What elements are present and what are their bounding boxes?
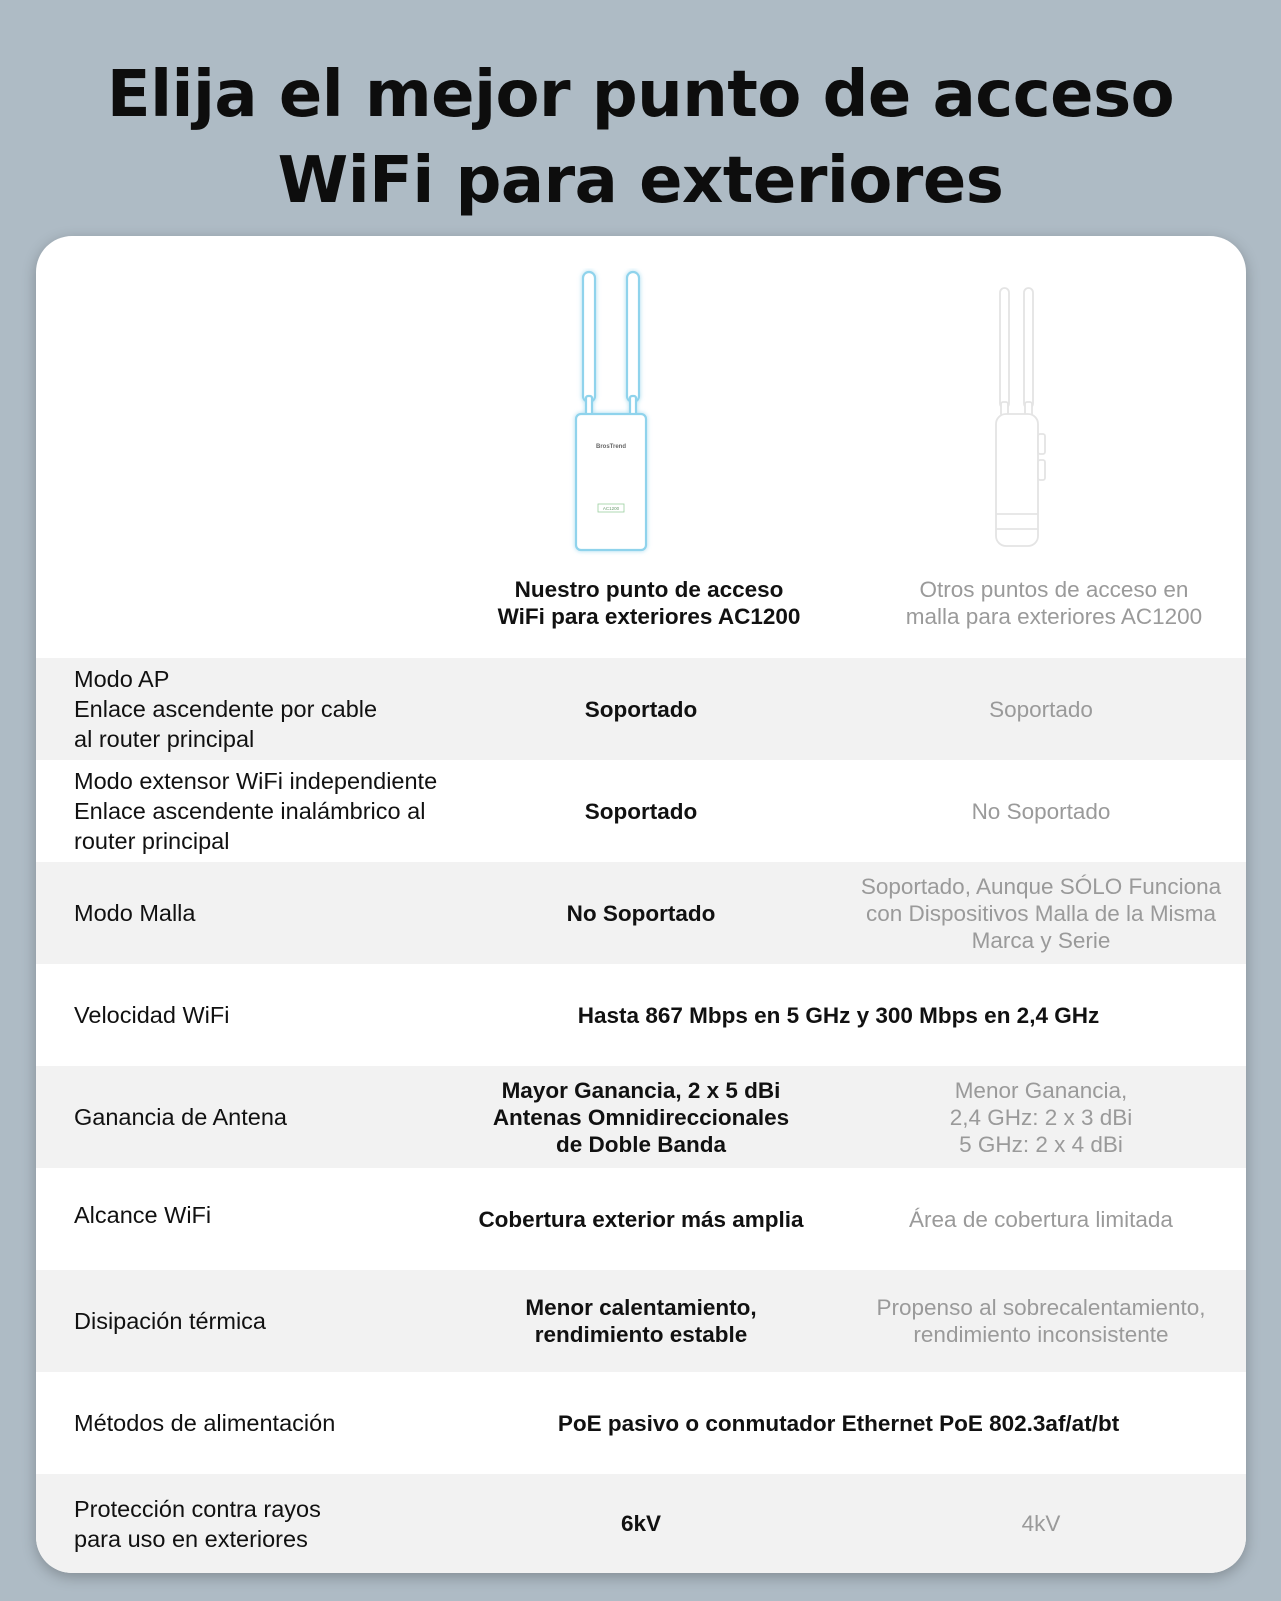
table-row-antenna-gain	[36, 1066, 1246, 1168]
row-label: Modo Malla	[74, 900, 196, 926]
table-row-ap-mode	[36, 658, 1246, 760]
row-label: Ganancia de Antena	[74, 1104, 287, 1130]
other-value: Menor Ganancia, 2,4 GHz: 2 x 3 dBi 5 GHz: 2 x 4 dBi	[949, 1077, 1133, 1157]
other-value: Soportado	[989, 696, 1093, 722]
our-value: 6kV	[620, 1511, 662, 1536]
page-title-line-2: WiFi para exteriores	[277, 144, 1004, 218]
shared-value: PoE pasivo o conmutador Ethernet PoE 802.3af/at/bt	[557, 1410, 1120, 1436]
row-label: Protección contra rayos para uso en exteriores	[74, 1495, 321, 1552]
our-product-name: Nuestro punto de acceso WiFi para exteriores AC1200	[497, 577, 801, 629]
our-value: Mayor Ganancia, 2 x 5 dBi Antenas Omnidireccionales de Doble Banda	[492, 1077, 790, 1157]
svg-text:BrosTrend: BrosTrend	[595, 444, 627, 450]
row-label: Disipación térmica	[74, 1308, 266, 1334]
other-value: Soportado, Aunque SÓLO Funciona con Dispositivos Malla de la Misma Marca y Serie	[860, 873, 1222, 953]
our-value: Soportado	[584, 696, 698, 722]
page-title	[0, 52, 1281, 224]
outdoor-access-point-icon	[566, 268, 656, 558]
page-title-line-1: Elija el mejor punto de acceso	[106, 58, 1175, 132]
table-row-mesh-mode	[36, 862, 1246, 964]
table-row-lightning	[36, 1474, 1246, 1573]
other-value: Área de cobertura limitada	[909, 1206, 1173, 1232]
our-value: Soportado	[584, 798, 698, 824]
other-value: Propenso al sobrecalentamiento, rendimiento inconsistente	[876, 1295, 1206, 1347]
shared-value: Hasta 867 Mbps en 5 GHz y 300 Mbps en 2,4 GHz	[577, 1002, 1100, 1028]
our-value: Menor calentamiento, rendimiento estable	[525, 1295, 757, 1347]
other-value: 4kV	[1021, 1511, 1061, 1536]
row-label: Modo AP Enlace ascendente por cable al router principal	[74, 666, 378, 752]
comparison-header	[36, 236, 1246, 658]
row-label: Métodos de alimentación	[74, 1410, 336, 1436]
other-value: No Soportado	[971, 798, 1111, 824]
comparison-card	[36, 236, 1246, 1573]
table-row-extender-mode	[36, 760, 1246, 862]
outdoor-access-point-icon	[986, 284, 1056, 552]
brand-label	[596, 444, 626, 450]
row-label: Velocidad WiFi	[74, 1002, 230, 1028]
table-row-power	[36, 1372, 1246, 1474]
our-value: Cobertura exterior más amplia	[478, 1206, 804, 1232]
table-row-wifi-range	[36, 1168, 1246, 1270]
table-row-thermal	[36, 1270, 1246, 1372]
table-row-wifi-speed	[36, 964, 1246, 1066]
row-label: Modo extensor WiFi independiente Enlace ascendente inalámbrico al router principal	[74, 768, 438, 854]
other-product-name: Otros puntos de acceso en malla para exteriores AC1200	[905, 577, 1203, 629]
row-label: Alcance WiFi	[74, 1202, 212, 1228]
svg-text:AC1200: AC1200	[602, 506, 620, 511]
our-value: No Soportado	[566, 900, 716, 926]
